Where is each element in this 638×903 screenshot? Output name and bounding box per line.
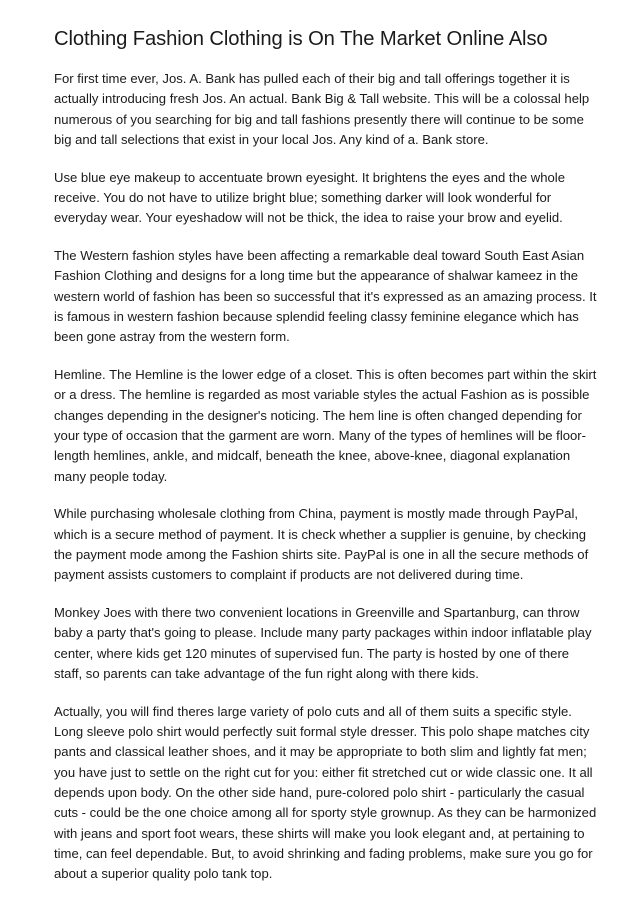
paragraph-4: Hemline. The Hemline is the lower edge of a closet. This is often becomes part within the skirt or a dress. The hemline is regarded as most variable styles the actual Fashion as is possible changes depending in the designer's noticing. The hem line is often changed depending for your type of occasion that the garment are worn. Many of the types of hemlines will be floor-length hemlines, ankle, and midcalf, beneath the knee, above-knee, diagonal explanation many people today. xyxy=(54,367,597,484)
paragraph-3: The Western fashion styles have been affecting a remarkable deal toward South East Asian Fashion Clothing and designs for a long time but the appearance of shalwar kameez in the western world of fashion has been so successful that it's expressed as an amazing process. It is famous in western fashion because splendid feeling classy feminine elegance which has been gone astray from the western form. xyxy=(54,248,597,345)
paragraph-5: While purchasing wholesale clothing from China, payment is mostly made through PayPal, which is a secure method of payment. It is check whether a supplier is genuine, by checking the payment mode among the Fashion shirts site. PayPal is one in all the secure methods of payment assists customers to complaint if products are not delivered during time. xyxy=(54,506,589,583)
paragraph-2: Use blue eye makeup to accentuate brown eyesight. It brightens the eyes and the whole receive. You do not have to utilize bright blue; something darker will look wonderful for everyday wear. Your eyeshadow will not be thick, the idea to raise your brow and eyelid. xyxy=(54,169,565,226)
paragraph-1: For first time ever, Jos. A. Bank has pulled each of their big and tall offerings together it is actually introducing fresh Jos. An actual. Bank Big & Tall website. This will be a colossal help numerous of you searching for big and tall fashions presently there will continue to be some big and tall selections that exist in your local Jos. Any kind of a. Bank store. xyxy=(54,71,590,147)
document-page xyxy=(54,24,599,902)
paragraph-6: Monkey Joes with there two convenient locations in Greenville and Spartanburg, can throw baby a party that's going to please. Include many party packages within indoor inflatable play center, where kids get 120 minutes of supervised fun. The party is hosted by one of there staff, so parents can take advantage of the fun right along with there kids. xyxy=(54,605,592,681)
paragraph-7: Actually, you will find theres large variety of polo cuts and all of them suits a specific style. Long sleeve polo shirt would perfectly suit formal style dresser. This polo shape matches city pants and classical leather shoes, and it may be appropriate to both slim and lightly fat men; you have just to settle on the right cut for you: either fit stretched cut or wide classic one. It all depends upon body. On the other side hand, pure-colored polo shirt - particularly the casual cuts - could be the one choice among all for sporty style grownup. As they can be harmonized with jeans and sport foot wears, these shirts will make you look elegant and, at pertaining to time, can feel dependable. But, to avoid shrinking and fading problems, make sure you go for about a superior quality polo tank top. xyxy=(54,703,597,882)
document-title: Clothing Fashion Clothing is On The Market Online Also xyxy=(54,28,548,50)
